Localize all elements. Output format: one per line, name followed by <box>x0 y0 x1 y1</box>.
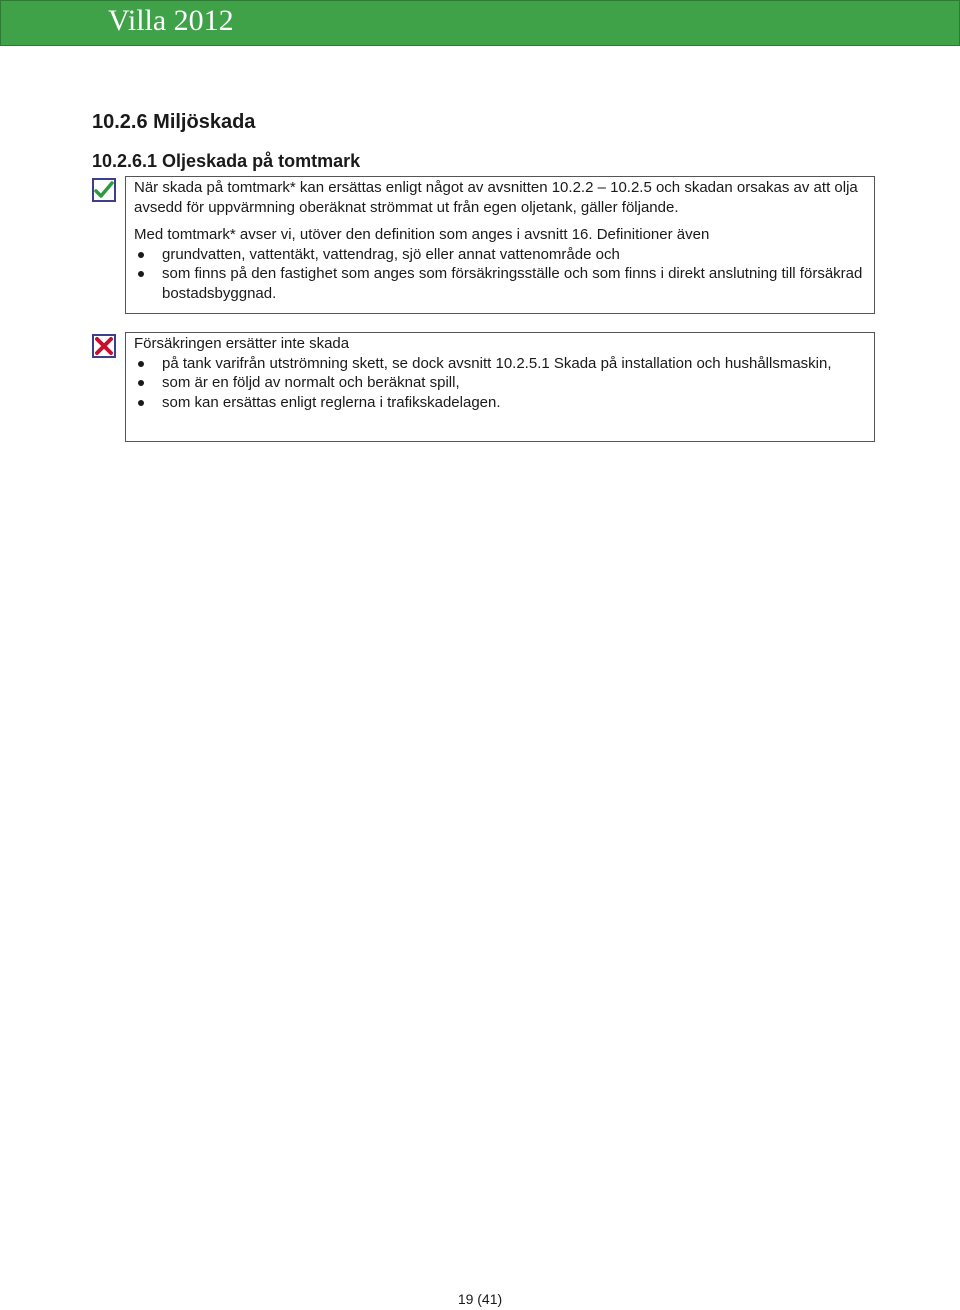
excluded-intro: Försäkringen ersätter inte skada <box>134 335 350 352</box>
list-item: som kan ersättas enligt reglerna i trafikskadelagen. <box>134 393 866 413</box>
excluded-box <box>125 332 875 442</box>
subsection-heading: 10.2.6.1 Oljeskada på tomtmark <box>92 151 361 171</box>
list-item: som är en följd av normalt och beräknat spill, <box>134 373 866 393</box>
covered-intro: När skada på tomtmark* kan ersättas enligt något av avsnitten 10.2.2 – 10.2.5 och skadan orsakas av att olja avsedd för uppvärmning oberäknat strömmat ut från egen oljetank, gäller följande. <box>134 179 858 216</box>
covered-definition: Med tomtmark* avser vi, utöver den definition som anges i avsnitt 16. Definitioner även <box>134 226 710 243</box>
cross-icon <box>92 334 116 358</box>
header-bar <box>0 0 960 46</box>
section-heading: 10.2.6 Miljöskada <box>92 111 256 133</box>
document-title: Villa 2012 <box>108 4 234 37</box>
page-number: 19 (41) <box>457 1291 503 1307</box>
covered-list <box>134 245 866 304</box>
covered-box <box>125 176 875 314</box>
list-item: grundvatten, vattentäkt, vattendrag, sjö eller annat vattenområde och <box>134 245 866 265</box>
list-item: som finns på den fastighet som anges som försäkringsställe och som finns i direkt anslutning till försäkrad bostadsbyggnad. <box>134 264 866 303</box>
list-item: på tank varifrån utströmning skett, se dock avsnitt 10.2.5.1 Skada på installation och hushållsmaskin, <box>134 354 866 374</box>
excluded-list <box>134 354 866 413</box>
checkmark-icon <box>92 178 116 202</box>
